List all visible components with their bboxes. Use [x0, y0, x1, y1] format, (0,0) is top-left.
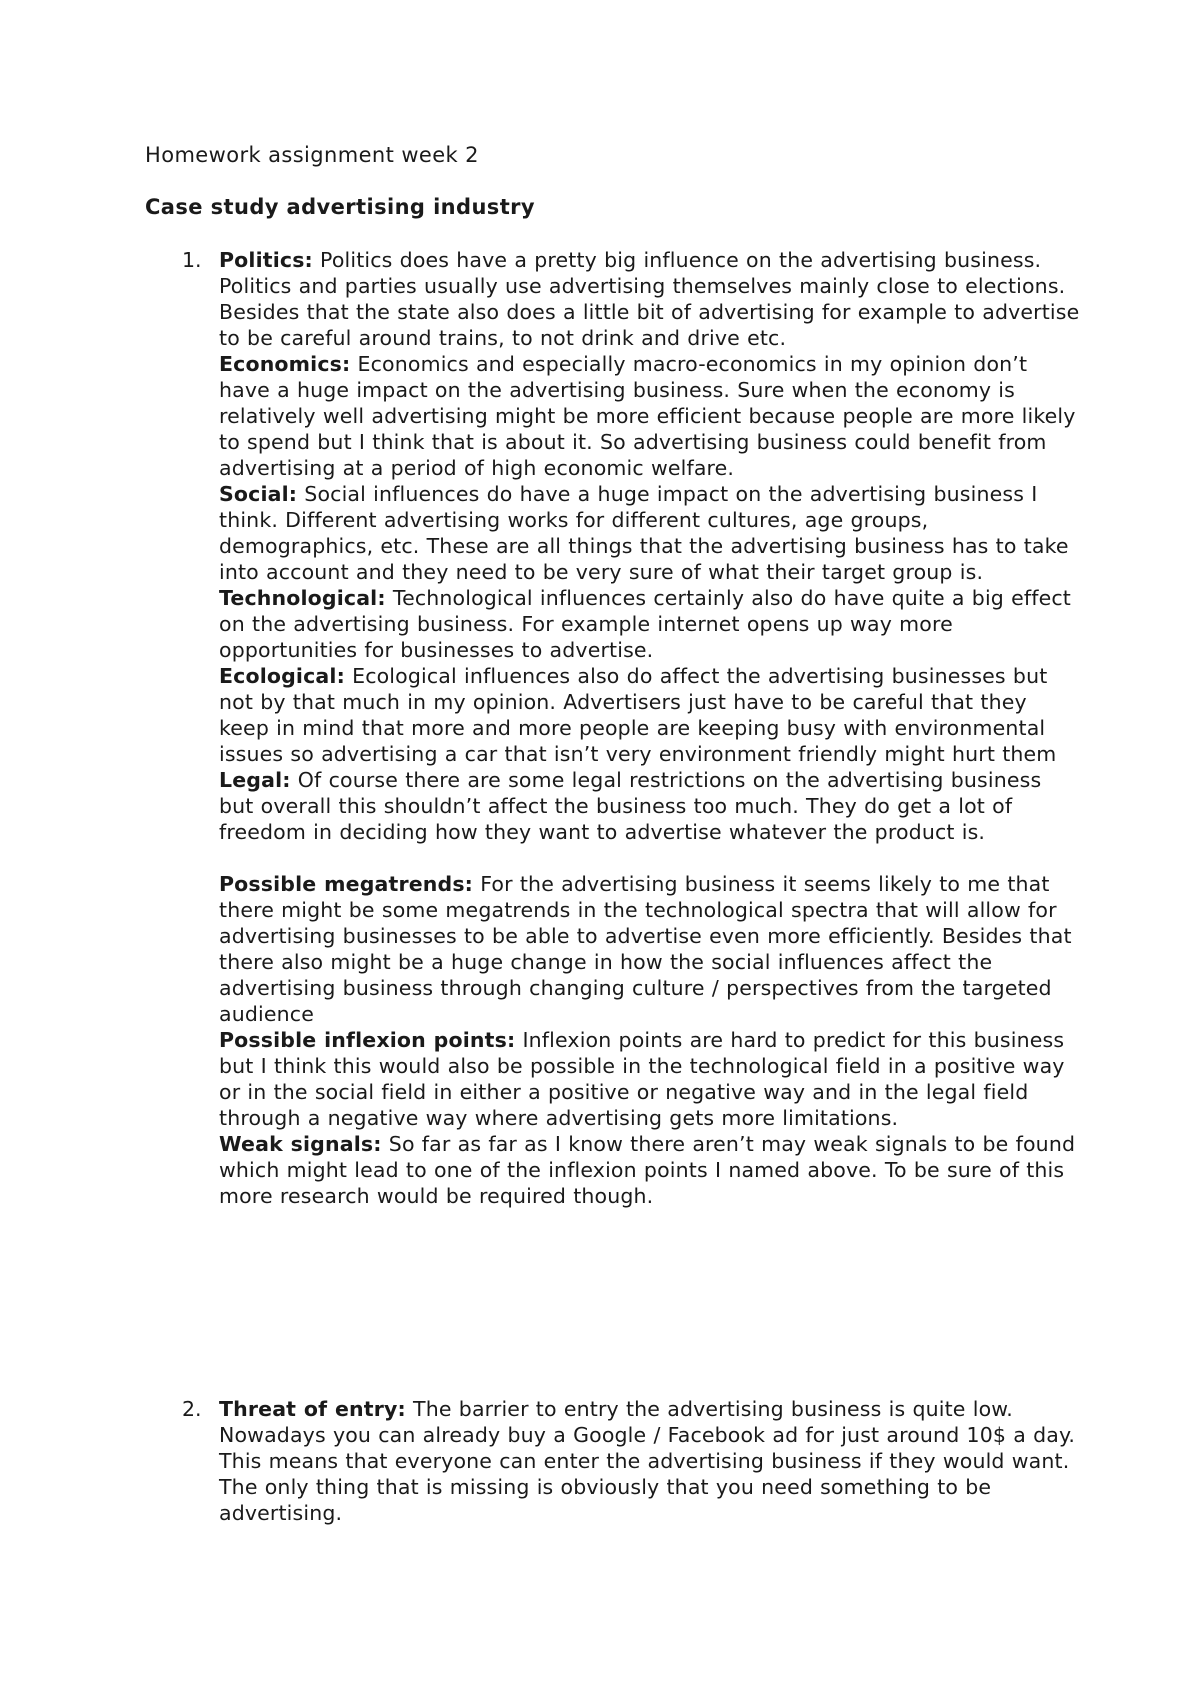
- label-politics: Politics:: [219, 248, 313, 272]
- paragraph-social: [219, 481, 1080, 585]
- label-legal: Legal:: [219, 768, 291, 792]
- document-title: Homework assignment week 2: [145, 143, 479, 167]
- label-economics: Economics:: [219, 352, 351, 376]
- paragraph-economics: [219, 351, 1080, 481]
- list-number-1: 1.: [182, 248, 202, 272]
- label-weak-signals: Weak signals:: [219, 1132, 382, 1156]
- label-ecological: Ecological:: [219, 664, 345, 688]
- paragraph-politics: [219, 247, 1080, 351]
- list-number-2: 2.: [182, 1397, 202, 1421]
- label-social: Social:: [219, 482, 298, 506]
- text-legal: Of course there are some legal restrictions on the advertising business but overall this shouldn’t affect the business too much. They do get a lot of freedom in deciding how they want to advertise whatever the product is.: [219, 768, 1042, 844]
- text-threat-of-entry: The barrier to entry the advertising business is quite low. Nowadays you can already buy a Google / Facebook ad for just around 10$ a day. This means that everyone can enter the advertising business if they would want. The only thing that is missing is obviously that you need something to be advertising.: [219, 1397, 1076, 1525]
- label-inflexion-points: Possible inflexion points:: [219, 1028, 516, 1052]
- text-social: Social influences do have a huge impact on the advertising business I think. Different advertising works for different cultures, age groups, demographics, etc. These are all things that the advertising business has to take into account and they need to be very sure of what their target group is.: [219, 482, 1069, 584]
- list-item-body-1: [219, 247, 1080, 1209]
- paragraph-legal: [219, 767, 1080, 845]
- paragraph-ecological: [219, 663, 1080, 767]
- document-subtitle: Case study advertising industry: [145, 195, 535, 219]
- text-megatrends: For the advertising business it seems likely to me that there might be some megatrends in the technological spectra that will allow for advertising businesses to be able to advertise even more efficiently. Besides that there also might be a huge change in how the social influences affect the advertising business through changing culture / perspectives from the targeted audience: [219, 872, 1072, 1026]
- text-technological: Technological influences certainly also do have quite a big effect on the advertising business. For example internet opens up way more opportunities for businesses to advertise.: [219, 586, 1071, 662]
- text-weak-signals: So far as far as I know there aren’t may weak signals to be found which might lead to one of the inflexion points I named above. To be sure of this more research would be required though.: [219, 1132, 1076, 1208]
- paragraph-weak-signals: [219, 1131, 1080, 1209]
- paragraph-megatrends: [219, 871, 1080, 1027]
- label-threat-of-entry: Threat of entry:: [219, 1397, 406, 1421]
- list-item-body-2: [219, 1396, 1080, 1526]
- text-inflexion-points: Inflexion points are hard to predict for this business but I think this would also be possible in the technological field in a positive way or in the social field in either a positive or negative way and in the legal field through a negative way where advertising gets more limitations.: [219, 1028, 1065, 1130]
- label-megatrends: Possible megatrends:: [219, 872, 474, 896]
- label-technological: Technological:: [219, 586, 386, 610]
- text-ecological: Ecological influences also do affect the advertising businesses but not by that much in my opinion. Advertisers just have to be careful that they keep in mind that more and more people are keeping busy with environmental issues so advertising a car that isn’t very environment friendly might hurt them: [219, 664, 1057, 766]
- paragraph-technological: [219, 585, 1080, 663]
- paragraph-spacer: [219, 845, 1080, 871]
- paragraph-threat-of-entry: [219, 1396, 1080, 1526]
- text-economics: Economics and especially macro-economics in my opinion don’t have a huge impact on the advertising business. Sure when the economy is relatively well advertising might be more efficient because people are more likely to spend but I think that is about it. So advertising business could benefit from advertising at a period of high economic welfare.: [219, 352, 1076, 480]
- text-politics: Politics does have a pretty big influence on the advertising business. Politics and parties usually use advertising themselves mainly close to elections. Besides that the state also does a little bit of advertising for example to advertise to be careful around trains, to not drink and drive etc.: [219, 248, 1080, 350]
- paragraph-inflexion-points: [219, 1027, 1080, 1131]
